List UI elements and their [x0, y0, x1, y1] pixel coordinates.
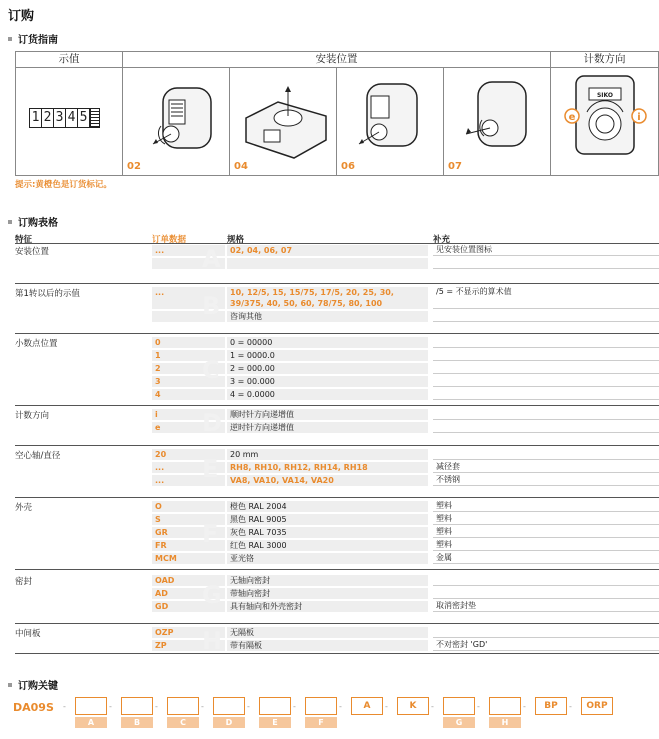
- spec-cell: [227, 409, 428, 420]
- spec-text: 黑色 RAL 9005: [230, 515, 287, 524]
- guide-col-direction: [551, 52, 658, 175]
- order-key: [13, 697, 653, 731]
- position-label: 02: [127, 161, 141, 172]
- order-key-label: G: [443, 717, 475, 728]
- group-divider: [15, 333, 659, 334]
- separator-dash: -: [477, 702, 480, 711]
- spec-cell: [227, 389, 428, 400]
- counter-display: 1 2 3 4 5: [29, 108, 100, 128]
- counter-position-04-icon: [230, 68, 336, 173]
- supplement-cell: [433, 449, 659, 460]
- spec-cell: [227, 311, 428, 322]
- order-key-box[interactable]: [213, 697, 245, 715]
- supplement-cell: 金属: [433, 553, 659, 564]
- group-divider: [15, 569, 659, 570]
- supplement-cell: 见安装位置图标: [433, 245, 659, 256]
- order-code: ...: [152, 245, 225, 256]
- separator-dash: -: [109, 702, 112, 711]
- spec-cell: [227, 640, 428, 651]
- table-row: [152, 588, 659, 599]
- order-key-box[interactable]: BP: [535, 697, 567, 715]
- order-code: 2: [152, 363, 225, 374]
- table-row: [152, 422, 659, 433]
- order-table-title: 订购表格: [18, 218, 58, 229]
- table-row: [152, 627, 659, 638]
- brand-logo: SIKO: [596, 92, 614, 99]
- table-row: [152, 287, 659, 309]
- order-key-label: A: [75, 717, 107, 728]
- order-key-label: H: [489, 717, 521, 728]
- order-code: AD: [152, 588, 225, 599]
- order-guide-table: [15, 51, 659, 176]
- table-row: [152, 337, 659, 348]
- supplement-cell: 塑料: [433, 540, 659, 551]
- table-row: [152, 527, 659, 538]
- supplement-cell: 减径套: [433, 462, 659, 473]
- table-row: [152, 501, 659, 512]
- guide-col-display: [16, 52, 123, 175]
- separator-dash: -: [385, 702, 388, 711]
- supplement-cell: [433, 422, 659, 433]
- supplement-cell: [433, 258, 659, 269]
- spec-text: 橙色 RAL 2004: [230, 502, 287, 511]
- spec-cell: [227, 422, 428, 433]
- table-row: [152, 350, 659, 361]
- group-letter-watermark: C: [202, 355, 220, 384]
- order-key-box[interactable]: [489, 697, 521, 715]
- order-code: GD: [152, 601, 225, 612]
- direction-label-i: i: [637, 112, 641, 123]
- supplement-cell: [433, 575, 659, 586]
- supplement-cell: 塑料: [433, 501, 659, 512]
- group-letter-watermark: H: [202, 627, 223, 655]
- spec-cell: [227, 627, 428, 638]
- bullet-square-icon: [8, 683, 12, 687]
- group-divider: [15, 497, 659, 498]
- header-divider: [15, 243, 659, 244]
- spec-text: 4 = 0.0000: [230, 390, 275, 399]
- group-letter-watermark: F: [202, 519, 219, 548]
- feature-label: 外壳: [15, 503, 33, 513]
- spec-text: 带有隔板: [230, 641, 262, 650]
- spec-text: 20 mm: [230, 450, 259, 459]
- spec-text: 红色 RAL 3000: [230, 541, 287, 550]
- page-title: 订购: [8, 9, 35, 24]
- table-row: [152, 376, 659, 387]
- order-code: e: [152, 422, 225, 433]
- supplement-cell: 塑料: [433, 527, 659, 538]
- supplement-cell: /5 = 不显示的算术值: [433, 287, 659, 309]
- spec-text: RH8, RH10, RH12, RH14, RH18: [230, 463, 368, 472]
- table-row: [152, 409, 659, 420]
- spec-text: 02, 04, 06, 07: [230, 246, 293, 255]
- spec-cell: [227, 575, 428, 586]
- order-code: ...: [152, 475, 225, 486]
- order-key-label: F: [305, 717, 337, 728]
- spec-text: 10, 12/5, 15, 15/75, 17/5, 20, 25, 30,: [230, 288, 394, 297]
- spec-text: 1 = 0000.0: [230, 351, 275, 360]
- supplement-cell: [433, 350, 659, 361]
- spec-cell: [227, 363, 428, 374]
- table-row: [152, 462, 659, 473]
- spec-text: VA8, VA10, VA14, VA20: [230, 476, 334, 485]
- guide-col-positions: [123, 52, 551, 175]
- order-code: 0: [152, 337, 225, 348]
- spec-text: 具有轴向和外壳密封: [230, 602, 302, 611]
- order-key-label: C: [167, 717, 199, 728]
- order-key-box[interactable]: [167, 697, 199, 715]
- spec-text: 3 = 00.000: [230, 377, 275, 386]
- spec-cell: [227, 376, 428, 387]
- position-label: 04: [234, 161, 248, 172]
- guide-title: 订货指南: [18, 35, 58, 46]
- guide-header-display: 示值: [16, 52, 122, 68]
- spec-cell: [227, 527, 428, 538]
- spec-cell: [227, 449, 428, 460]
- spec-text: 逆时针方向递增值: [230, 423, 294, 432]
- order-key-box[interactable]: [259, 697, 291, 715]
- order-code: 20: [152, 449, 225, 460]
- supplement-cell: [433, 376, 659, 387]
- section-title-order-key: [8, 677, 58, 692]
- order-key-label: E: [259, 717, 291, 728]
- order-code: 3: [152, 376, 225, 387]
- position-label: 06: [341, 161, 355, 172]
- separator-dash: -: [339, 702, 342, 711]
- position-06: [337, 68, 444, 175]
- spec-text: 0 = 00000: [230, 338, 273, 347]
- header-order-data: 订单数据: [152, 235, 187, 245]
- position-02: [123, 68, 230, 175]
- spec-cell: [227, 350, 428, 361]
- order-key-box[interactable]: ORP: [581, 697, 613, 715]
- table-row: [152, 514, 659, 525]
- order-code: 4: [152, 389, 225, 400]
- feature-label: 小数点位置: [15, 339, 58, 349]
- separator-dash: -: [63, 702, 66, 711]
- guide-note: 提示:黄橙色是订货标记。: [15, 180, 112, 190]
- order-code: OZP: [152, 627, 225, 638]
- spec-text: 带轴向密封: [230, 589, 270, 598]
- table-row: [152, 640, 659, 651]
- spec-cell: [227, 287, 428, 309]
- header-spec: 规格: [227, 235, 245, 245]
- spec-text: 顺时针方向递增值: [230, 410, 294, 419]
- order-code: i: [152, 409, 225, 420]
- spec-cell: [227, 337, 428, 348]
- table-row: [152, 449, 659, 460]
- header-add: 补充: [433, 235, 451, 245]
- order-key-box[interactable]: [75, 697, 107, 715]
- order-key-title: 订购关键: [18, 681, 58, 692]
- position-label: 07: [448, 161, 462, 172]
- spec-cell: [227, 462, 428, 473]
- position-07: [444, 68, 551, 175]
- spec-text-line2: 39/375, 40, 50, 60, 78/75, 80, 100: [230, 299, 383, 308]
- group-letter-watermark: E: [202, 454, 219, 483]
- spec-text: 灰色 RAL 7035: [230, 528, 287, 537]
- order-code: O: [152, 501, 225, 512]
- group-letter-watermark: D: [202, 409, 222, 437]
- direction-label-e: e: [568, 112, 576, 123]
- table-row: [152, 245, 659, 256]
- supplement-cell: 塑料: [433, 514, 659, 525]
- separator-dash: -: [431, 702, 434, 711]
- spec-cell: [227, 588, 428, 599]
- supplement-cell: 取消密封垫: [433, 601, 659, 612]
- table-row: [152, 553, 659, 564]
- group-divider: [15, 653, 659, 654]
- supplement-cell: 不对密封 'GD': [433, 640, 659, 651]
- spec-cell: [227, 475, 428, 486]
- counter-position-02-icon: [123, 68, 229, 173]
- separator-dash: -: [201, 702, 204, 711]
- order-code: 1: [152, 350, 225, 361]
- spec-cell: [227, 245, 428, 256]
- group-divider: [15, 405, 659, 406]
- table-row: [152, 389, 659, 400]
- order-key-box[interactable]: [121, 697, 153, 715]
- spec-cell: [227, 514, 428, 525]
- order-key-prefix: DA09S: [13, 701, 54, 714]
- bullet-square-icon: [8, 220, 12, 224]
- spec-cell: [227, 501, 428, 512]
- feature-label: 空心轴/直径: [15, 451, 61, 461]
- separator-dash: -: [523, 702, 526, 711]
- order-code: GR: [152, 527, 225, 538]
- feature-label: 中间板: [15, 629, 41, 639]
- order-code: ...: [152, 287, 225, 309]
- spec-text: 2 = 000.00: [230, 364, 275, 373]
- spec-text: 无轴向密封: [230, 576, 270, 585]
- guide-header-positions: 安装位置: [123, 52, 550, 68]
- supplement-cell: 不锈钢: [433, 475, 659, 486]
- order-code: FR: [152, 540, 225, 551]
- order-code: MCM: [152, 553, 225, 564]
- order-code: ZP: [152, 640, 225, 651]
- order-code: OAD: [152, 575, 225, 586]
- table-row: [152, 601, 659, 612]
- header-feature: 特征: [15, 235, 33, 245]
- feature-label: 计数方向: [15, 411, 50, 421]
- group-letter-watermark: B: [202, 291, 221, 320]
- order-code: S: [152, 514, 225, 525]
- spec-cell: [227, 553, 428, 564]
- supplement-cell: [433, 337, 659, 348]
- supplement-cell: [433, 588, 659, 599]
- feature-label: 密封: [15, 577, 33, 587]
- supplement-cell: [433, 409, 659, 420]
- separator-dash: -: [293, 702, 296, 711]
- group-divider: [15, 283, 659, 284]
- group-letter-watermark: G: [202, 580, 222, 609]
- supplement-cell: [433, 311, 659, 322]
- scale-ticks-icon: [90, 109, 99, 127]
- spec-cell: [227, 540, 428, 551]
- spec-text: 咨询其他: [230, 312, 262, 321]
- bullet-square-icon: [8, 37, 12, 41]
- separator-dash: -: [569, 702, 572, 711]
- separator-dash: -: [247, 702, 250, 711]
- order-key-box[interactable]: [305, 697, 337, 715]
- group-divider: [15, 623, 659, 624]
- spec-text: 亚光铬: [230, 554, 254, 563]
- supplement-cell: [433, 389, 659, 400]
- table-row: [152, 475, 659, 486]
- supplement-cell: [433, 363, 659, 374]
- order-key-box[interactable]: K: [397, 697, 429, 715]
- supplement-cell: [433, 627, 659, 638]
- order-code: ...: [152, 462, 225, 473]
- table-row: [152, 311, 659, 322]
- table-row: [152, 540, 659, 551]
- group-letter-watermark: A: [202, 245, 221, 273]
- feature-label: 安装位置: [15, 247, 50, 257]
- order-key-label: D: [213, 717, 245, 728]
- order-key-box[interactable]: [443, 697, 475, 715]
- counter-position-06-icon: [337, 68, 443, 173]
- table-row: [152, 363, 659, 374]
- separator-dash: -: [155, 702, 158, 711]
- section-title-guide: [8, 31, 58, 46]
- feature-label: 第1转以后的示值: [15, 289, 80, 299]
- position-04: [230, 68, 337, 175]
- guide-header-direction: 计数方向: [551, 52, 658, 68]
- table-row: [152, 258, 659, 269]
- spec-cell: [227, 601, 428, 612]
- order-key-label: B: [121, 717, 153, 728]
- counter-position-07-icon: [444, 68, 550, 173]
- section-title-order-table: [8, 214, 58, 229]
- spec-text: 无隔板: [230, 628, 254, 637]
- table-row: [152, 575, 659, 586]
- spec-cell: [227, 258, 428, 269]
- counting-direction-icon: [551, 68, 658, 173]
- group-divider: [15, 445, 659, 446]
- order-key-box[interactable]: A: [351, 697, 383, 715]
